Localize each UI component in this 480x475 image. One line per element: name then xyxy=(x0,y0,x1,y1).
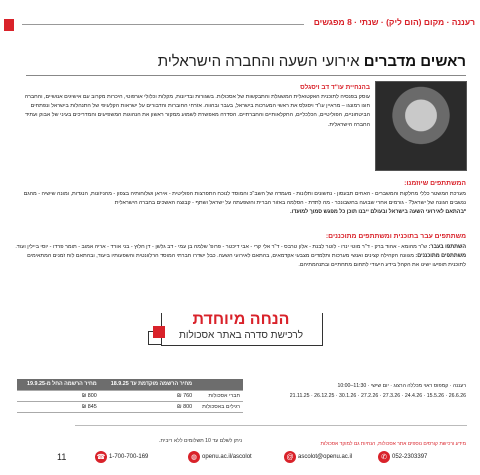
schedule-dates: 26.6.26 · 15.5.26 · 24.4.26 · 27.3.26 · 27.2.26 · 30.1.26 · 26.12.25 · 21.11.25 xyxy=(289,393,466,399)
breadcrumb: רעננה · מקום (הום ליק) · שנתי · 8 מפגשים xyxy=(313,17,475,27)
price-row-label: חברי אסכולות xyxy=(195,391,243,402)
lecturers-heading: המשתתפים שיוזמנו: xyxy=(404,180,466,187)
table-row xyxy=(17,391,243,402)
planned-participants: מגוונה הקהילה קצינים ואנשי מערכות ותלמדים מצבעי אקדמאים, בהתאם לאירועי השעה. כבל ישדרו חברתי המוסד הרלוונטית והשפעותיו ביעוד, ובהתאם לוח זמנים המתאימים לתוכנית תופיעו ישינו את הקהל בידע היעודי לתחום מתחתיים ובתנהמתיהם. xyxy=(27,253,466,269)
participants-body xyxy=(14,243,466,271)
globe-icon: ◍ xyxy=(188,451,200,463)
schedule-location: רעננה · קמפוס ראוי מכללה הרצוג · יום שישי · 11:30–10:00 xyxy=(337,383,466,389)
phone-icon: ☎ xyxy=(95,451,107,463)
planned-label: משתתפים מתוכננים: xyxy=(415,253,466,260)
promo-subtitle: לרכישת סדרה באתר אסכולות xyxy=(178,330,304,341)
price-row-label: רגילים באסכולות xyxy=(195,402,243,413)
footer-divider xyxy=(75,425,467,426)
website-url: openu.ac.il/ascolot xyxy=(202,454,252,460)
table-row xyxy=(17,402,243,413)
price-cell: 800 ₪ xyxy=(17,391,100,402)
title-divider xyxy=(26,75,466,76)
promo-title: הנחה מיוחדת xyxy=(192,311,290,328)
header-divider xyxy=(22,24,304,25)
price-header-cell: מחיר הרשמה החל מ-19.9.25 xyxy=(17,379,100,391)
phone-number: 052-2303397 xyxy=(392,454,428,460)
title-bold: ראשים מדברים xyxy=(363,53,466,70)
price-cell: 845 ₪ xyxy=(17,402,100,413)
price-table xyxy=(17,379,243,413)
host-heading: בהנחיית עו"ד דב ויסגלס xyxy=(300,84,370,91)
past-label: השתתפו בעבר: xyxy=(428,244,466,250)
participants-heading: משתתפים עבר בתוכנית ומשתתפים מתוכננים: xyxy=(325,233,466,240)
past-participants: ש"ר מהומא - אהוד ברק - ד"ר מוטי ינרו - לוטר לבנת - אלון טרבס - ד"ר אלי קרי - אבי דיכטר - פרופ' שלמה בן עמי - דב גלשן - דן חלוץ - בני אורד - אריה אמוב - תומר פרדו - יוסי ביילין ועוד. xyxy=(15,244,428,250)
lecturers-text: מערכת המשטר כללי מחלקות והמשברים - האחים תבעסון - נחשונים ותלונות - מעמדה של השב"כ והמוסד לנוכח התפרצות הפוליטית - איראן ושלוחותיה בצפון - מהניזונות, הנגדות, ומונה שישיה - מהגם ננשבים הגונה של ישראל? - גורמים אחרי שבועה בחשבונכר - מה לתדת - הסלמה באזור הברית והשפעתה על ישראל ושתף - קבוצה האשכים בחברה הישראלית xyxy=(23,191,466,207)
email-address: ascolot@openu.ac.il xyxy=(298,454,353,460)
email-icon: @ xyxy=(284,451,296,463)
page-title xyxy=(158,53,466,70)
price-cell: 800 ₪ xyxy=(100,402,195,413)
footer-note: מידע ורכישת קורסים נוספים אתר אסכולות, הנחיות גם למוקד אסכולות xyxy=(320,441,466,447)
page-number: 11 xyxy=(57,452,67,462)
website-link[interactable] xyxy=(188,451,252,463)
price-header-cell: מחיר הרשמה מוקדמת עד 18.9.25 xyxy=(100,379,195,391)
host-photo xyxy=(375,81,467,171)
price-header-cell xyxy=(195,379,243,391)
price-cell: 760 ₪ xyxy=(100,391,195,402)
price-note: ניתן לשלם עד 10 תשלומים ללא ריבית. xyxy=(159,438,242,444)
email-contact[interactable] xyxy=(284,451,352,463)
lecturers-body xyxy=(14,190,466,218)
host-bio: עוסק בפנסיה לתוכנית האקטואלית המשוגלת והתבקשות של אסכולות. בשגורות ובדיונות, מקלות וכלולי אורפוטי, היכרות מקרוב עם אישיגים אנושיים, והחברה חוגו רמונגו – מראיין עו"ד ויסגלס את ראשי המערכות בישראל, בעבר ובהווה. אזרחי החוברות והדבורים על ישראות הקלעיפי של התנהלות בישראל ונפתחים הביטחוניים, הפוליטיים, הכלכליים, החקלאותיים והחברתיים. הסדרה מאפשרת לשמוע ממקור ראשון את הנהוגות המשפיעים והמדריכים בעיני של אבוק ועתיד החברה הישראלית. xyxy=(24,94,370,128)
title-rest: אירועי השעה והחברה הישראלית xyxy=(157,53,360,70)
hotline-number: 1-700-700-169 xyxy=(109,454,149,460)
header-square xyxy=(4,19,14,31)
lecturers-note: *בהתאם לאירועי השעה בישראל ובעולם ייבנו תוכן כל מפגש סמוך למועדו. xyxy=(290,209,466,216)
hotline-contact[interactable] xyxy=(95,451,148,463)
price-header-row xyxy=(17,379,243,391)
phone-contact[interactable] xyxy=(378,451,427,463)
whatsapp-icon: ✆ xyxy=(378,451,390,463)
